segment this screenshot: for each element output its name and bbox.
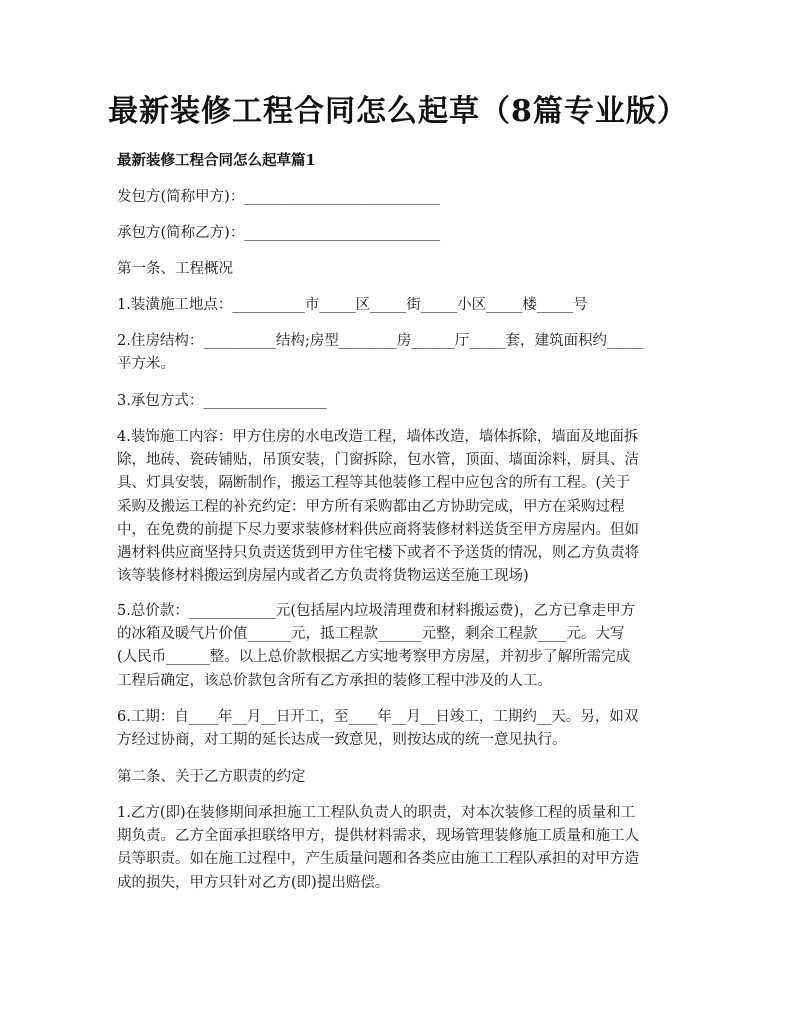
text-line: 第二条、关于乙方职责的约定 (117, 769, 306, 785)
text-line: 1.装潢施工地点：__________市_____区_____街_____小区_____楼_____号 (117, 297, 588, 313)
paragraph-party-b-duties (117, 802, 682, 895)
text-line: 该等装修材料搬运到房屋内或者乙方负责将货物运送至施工现场) (117, 568, 529, 585)
paragraph-party-a (117, 186, 682, 209)
paragraph-schedule (117, 706, 682, 752)
heading-article-1 (117, 258, 682, 281)
text-line: 6.工期：自____年__月__日开工，至____年__月__日竣工，工期约__天。另，如双 (117, 709, 639, 725)
text-line: 2.住房结构：__________结构;房型________房______厅_____套，建筑面积约_____ (117, 333, 644, 349)
text-line: 方经过协商，对工期的延长达成一致意见，则按达成的统一意见执行。 (117, 732, 567, 749)
text-line: 4.装饰施工内容：甲方住房的水电改造工程，墙体改造，墙体拆除，墙面及地面拆 (117, 429, 639, 445)
text-line: (人民币______整。以上总价款根据乙方实地考察甲方房屋，并初步了解所需完成 (117, 649, 631, 666)
paragraph-party-b (117, 222, 682, 245)
paragraph-contract-method (117, 390, 682, 413)
heading-article-2 (117, 766, 682, 789)
section-subtitle: 最新装修工程合同怎么起草篇1 (117, 152, 316, 169)
text-line: 的冰箱及暖气片价值______元，抵工程款______元整，剩余工程款____元。大写 (117, 626, 625, 643)
text-line: 除，地砖、瓷砖铺贴，吊顶安装，门窗拆除，包水管，顶面、墙面涂料，厨具、洁 (117, 452, 639, 469)
text-line: 第一条、工程概况 (117, 261, 233, 277)
text-line: 发包方(简称甲方)：___________________________ (117, 189, 441, 205)
text-line: 员等职责。如在施工过程中，产生质量问题和各类应由施工工程队承担的对甲方造 (117, 851, 639, 868)
text-line: 1.乙方(即)在装修期间承担施工工程队负责人的职责，对本次装修工程的质量和工 (117, 805, 636, 821)
text-line: 具、灯具安装，隔断制作，搬运工程等其他装修工程中应包含的所有工程。(关于 (117, 475, 631, 492)
paragraph-structure (117, 330, 682, 376)
paragraph-total-price (117, 600, 682, 693)
text-line: 中，在免费的前提下尽力要求装修材料供应商将装修材料送货至甲方房屋内。但如 (117, 521, 639, 538)
paragraph-location (117, 294, 682, 317)
text-line: 平方米。 (117, 356, 175, 373)
text-line: 5.总价款：____________元(包括屋内垃圾清理费和材料搬运费)，乙方已拿走甲方 (117, 603, 636, 619)
text-line: 期负责。乙方全面承担联络甲方，提供材料需求，现场管理装修施工质量和施工人 (117, 828, 639, 845)
document-title: 最新装修工程合同怎么起草（8篇专业版） (108, 94, 688, 129)
text-line: 遇材料供应商坚持只负责送货到甲方住宅楼下或者不予送货的情况，则乙方负责将 (117, 545, 639, 562)
text-line: 工程后确定，该总价款包含所有乙方承担的装修工程中涉及的人工。 (117, 672, 552, 689)
text-line: 承包方(简称乙方)：___________________________ (117, 225, 441, 241)
text-line: 3.承包方式：_________________ (117, 393, 327, 409)
text-line: 采购及搬运工程的补充约定：甲方所有采购都由乙方协助完成，甲方在采购过程 (117, 498, 625, 515)
text-line: 成的损失，甲方只针对乙方(即)提出赔偿。 (117, 874, 390, 891)
paragraph-construction-content (117, 426, 682, 588)
